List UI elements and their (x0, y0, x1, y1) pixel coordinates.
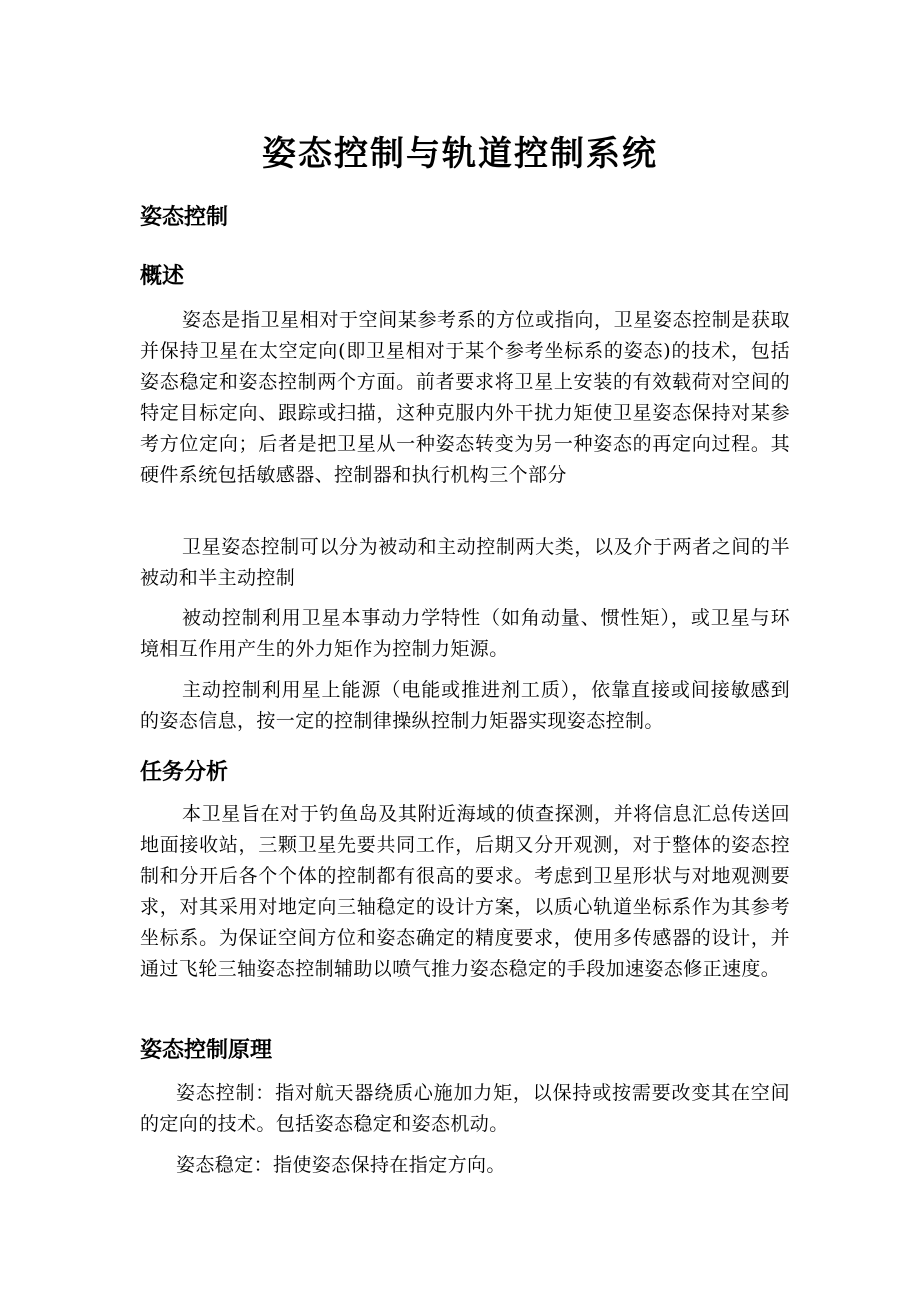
document-title: 姿态控制与轨道控制系统 (262, 134, 658, 174)
subsection-heading-task-analysis: 任务分析 (140, 759, 229, 785)
section-heading-attitude-control: 姿态控制 (140, 204, 229, 230)
principle-paragraph-2: 姿态稳定：指使姿态保持在指定方向。 (176, 1154, 506, 1176)
task-analysis-paragraph: 本卫星旨在对于钓鱼岛及其附近海域的侦查探测，并将信息汇总传送回地面接收站，三颗卫星先要共同工作，后期又分开观测，对于整体的姿态控制和分开后各个个体的控制都有很高的要求。考虑到卫星形状与对地观测要求，对其采用对地定向三轴稳定的设计方案，以质心轨道坐标系作为其参考坐标系。为保证空间方位和姿态确定的精度要求，使用多传感器的设计，并通过飞轮三轴姿态控制辅助以喷气推力姿态稳定的手段加速姿态修正速度。 (140, 803, 790, 980)
overview-paragraph-1: 姿态是指卫星相对于空间某参考系的方位或指向，卫星姿态控制是获取并保持卫星在太空定向(即卫星相对于某个参考坐标系的姿态)的技术，包括姿态稳定和姿态控制两个方面。前者要求将卫星上安装的有效载荷对空间的特定目标定向、跟踪或扫描，这种克服内外干扰力矩使卫星姿态保持对某参考方位定向；后者是把卫星从一种姿态转变为另一种姿态的再定向过程。其硬件系统包括敏感器、控制器和执行机构三个部分 (140, 309, 790, 486)
principle-paragraph-1: 姿态控制：指对航天器绕质心施加力矩，以保持或按需要改变其在空间的定向的技术。包括姿态稳定和姿态机动。 (140, 1082, 790, 1135)
overview-paragraph-3: 被动控制利用卫星本事动力学特性（如角动量、惯性矩），或卫星与环境相互作用产生的外力矩作为控制力矩源。 (140, 607, 790, 660)
subsection-heading-overview: 概述 (140, 263, 185, 289)
overview-paragraph-4: 主动控制利用星上能源（电能或推进剂工质），依靠直接或间接敏感到的姿态信息，按一定的控制律操纵控制力矩器实现姿态控制。 (140, 679, 790, 732)
subsection-heading-principle: 姿态控制原理 (140, 1037, 273, 1063)
overview-paragraph-2: 卫星姿态控制可以分为被动和主动控制两大类，以及介于两者之间的半被动和半主动控制 (140, 536, 790, 589)
